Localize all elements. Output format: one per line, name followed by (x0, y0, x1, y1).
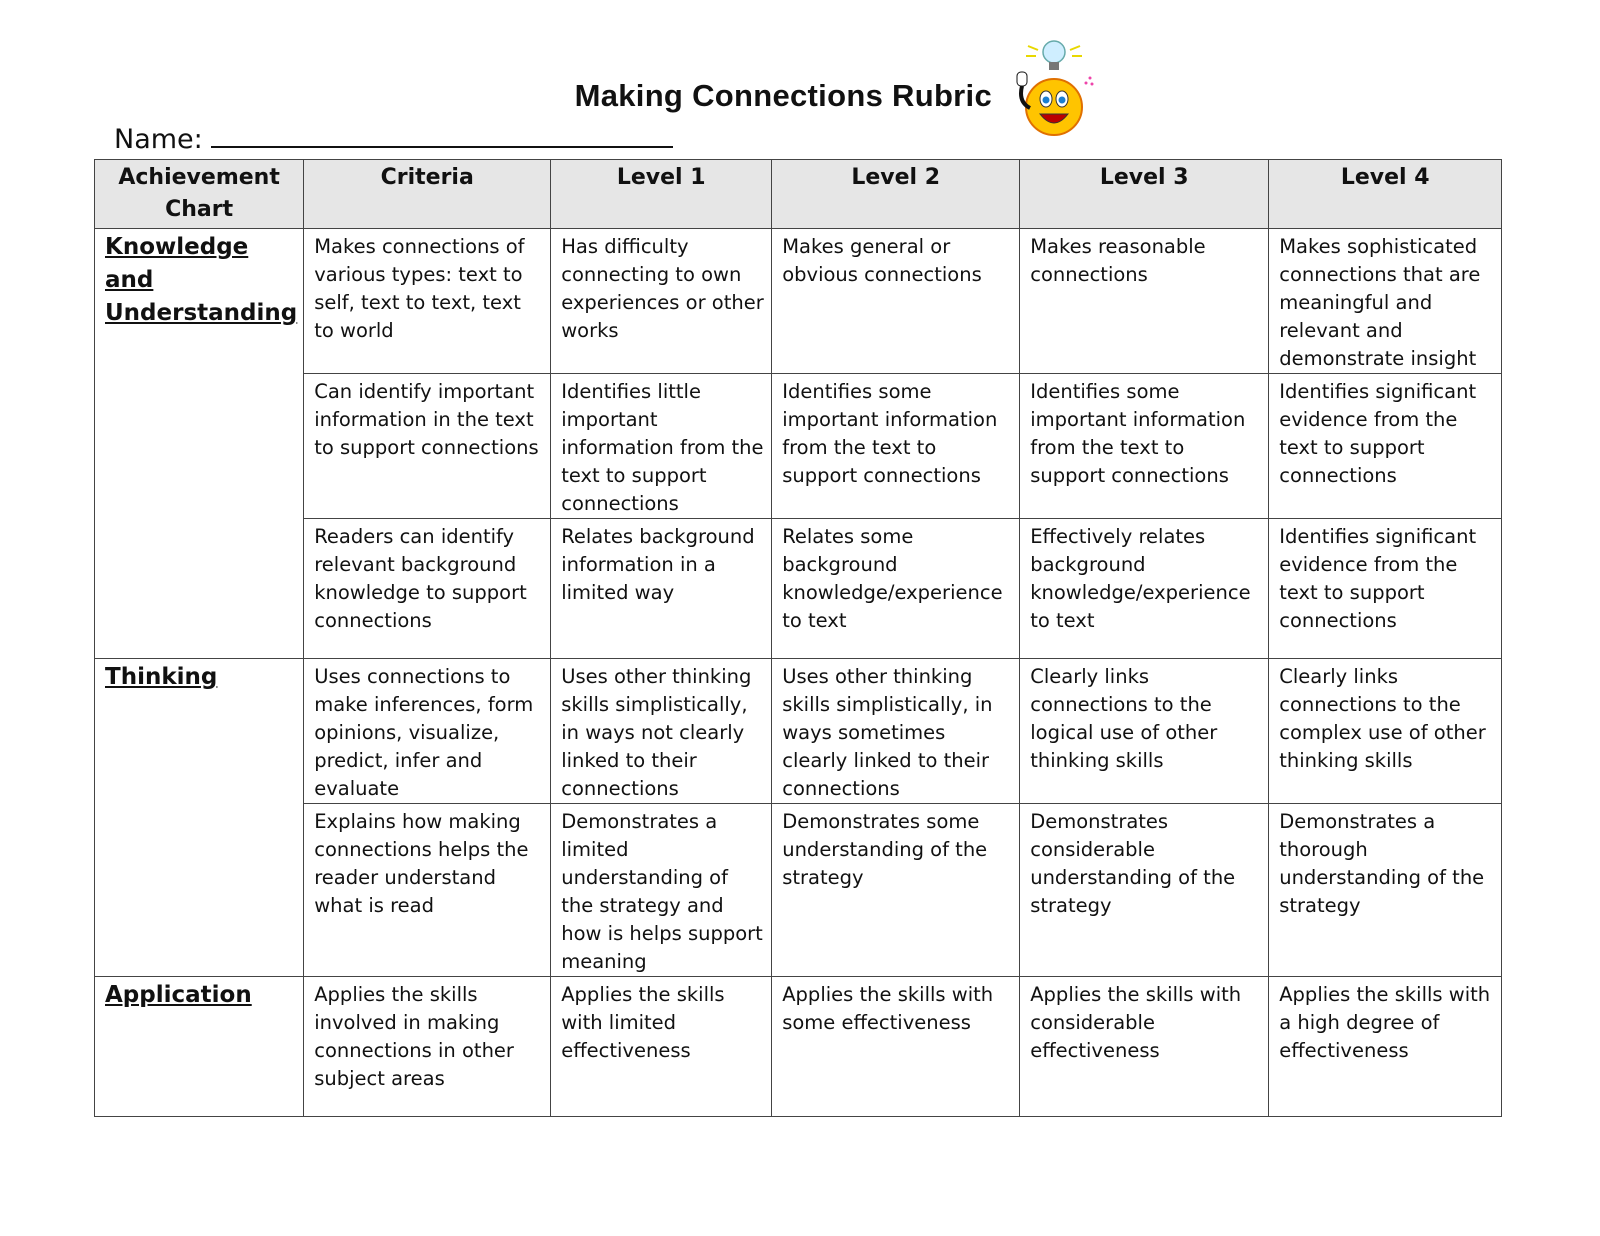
level-4-cell: Clearly links connections to the complex use of other thinking skills (1269, 659, 1502, 804)
level-2-cell: Demonstrates some understanding of the strategy (772, 804, 1020, 977)
column-header: Level 1 (551, 160, 772, 229)
category-label: Knowledge and Understanding (95, 229, 304, 659)
level-3-cell: Clearly links connections to the logical use of other thinking skills (1020, 659, 1269, 804)
level-3-cell: Applies the skills with considerable effectiveness (1020, 977, 1269, 1117)
rubric-row (95, 519, 1502, 659)
criteria-cell: Uses connections to make inferences, form opinions, visualize, predict, infer and evaluate (304, 659, 551, 804)
criteria-cell: Applies the skills involved in making connections in other subject areas (304, 977, 551, 1117)
criteria-cell: Can identify important information in the text to support connections (304, 374, 551, 519)
level-2-cell: Uses other thinking skills simplistically, in ways sometimes clearly linked to their connections (772, 659, 1020, 804)
smiley-lightbulb-icon (1008, 36, 1098, 138)
criteria-cell: Makes connections of various types: text to self, text to text, text to world (304, 229, 551, 374)
level-4-cell: Identifies significant evidence from the text to support connections (1269, 374, 1502, 519)
page-title: Making Connections Rubric (574, 78, 992, 113)
level-2-cell: Identifies some important information from the text to support connections (772, 374, 1020, 519)
level-3-cell: Effectively relates background knowledge/experience to text (1020, 519, 1269, 659)
criteria-cell: Readers can identify relevant background knowledge to support connections (304, 519, 551, 659)
category-label: Application (95, 977, 304, 1117)
rubric-row (95, 977, 1502, 1117)
level-1-cell: Uses other thinking skills simplistically, in ways not clearly linked to their connections (551, 659, 772, 804)
level-1-cell: Demonstrates a limited understanding of the strategy and how is helps support meaning (551, 804, 772, 977)
level-2-cell: Applies the skills with some effectiveness (772, 977, 1020, 1117)
level-1-cell: Identifies little important information from the text to support connections (551, 374, 772, 519)
level-3-cell: Identifies some important information from the text to support connections (1020, 374, 1269, 519)
level-3-cell: Makes reasonable connections (1020, 229, 1269, 374)
criteria-cell: Explains how making connections helps the reader understand what is read (304, 804, 551, 977)
level-2-cell: Makes general or obvious connections (772, 229, 1020, 374)
level-4-cell: Demonstrates a thorough understanding of the strategy (1269, 804, 1502, 977)
level-2-cell: Relates some background knowledge/experience to text (772, 519, 1020, 659)
rubric-row (95, 229, 1502, 374)
rubric-table (94, 159, 1502, 1117)
level-4-cell: Applies the skills with a high degree of effectiveness (1269, 977, 1502, 1117)
column-header: Level 2 (772, 160, 1020, 229)
header-row (95, 160, 1502, 229)
column-header: Level 4 (1269, 160, 1502, 229)
column-header: Level 3 (1020, 160, 1269, 229)
name-blank-line[interactable] (211, 124, 673, 148)
level-1-cell: Applies the skills with limited effectiveness (551, 977, 772, 1117)
level-4-cell: Makes sophisticated connections that are meaningful and relevant and demonstrate insight (1269, 229, 1502, 374)
rubric-row (95, 659, 1502, 804)
column-header: Criteria (304, 160, 551, 229)
level-3-cell: Demonstrates considerable understanding of the strategy (1020, 804, 1269, 977)
column-header: Achievement Chart (95, 160, 304, 229)
level-1-cell: Has difficulty connecting to own experiences or other works (551, 229, 772, 374)
name-label: Name: (114, 124, 203, 155)
rubric-row (95, 374, 1502, 519)
rubric-row (95, 804, 1502, 977)
level-1-cell: Relates background information in a limited way (551, 519, 772, 659)
category-label: Thinking (95, 659, 304, 977)
level-4-cell: Identifies significant evidence from the text to support connections (1269, 519, 1502, 659)
name-field[interactable] (114, 124, 673, 155)
